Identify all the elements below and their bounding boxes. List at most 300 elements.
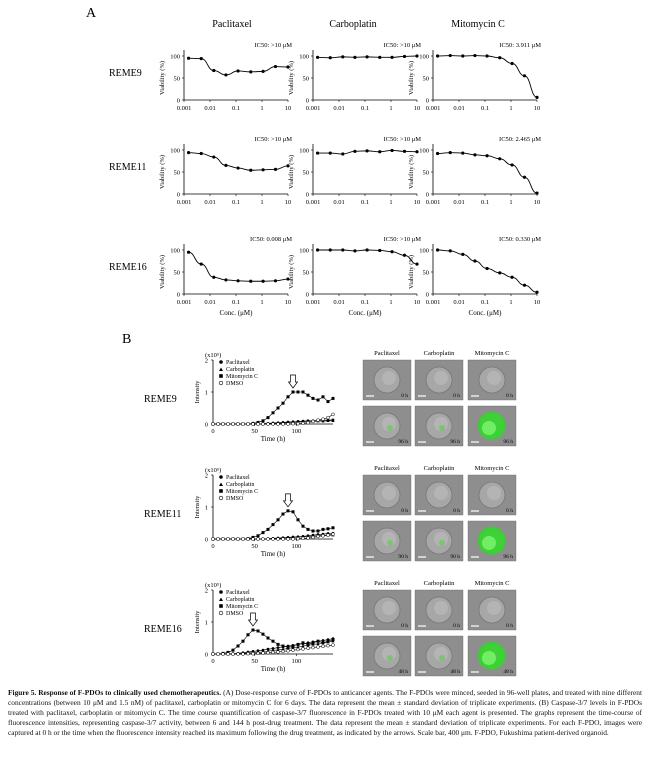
data-point bbox=[535, 291, 538, 294]
legend-label: Paclitaxel bbox=[226, 475, 250, 481]
data-point bbox=[390, 250, 393, 253]
point-mitomycin bbox=[327, 527, 330, 530]
point-dmso bbox=[287, 423, 290, 426]
x-tick-label: 0.1 bbox=[360, 199, 370, 206]
point-dmso bbox=[332, 644, 335, 647]
organoid-texture bbox=[382, 601, 396, 615]
caspase-fluorescence-core bbox=[482, 421, 496, 435]
point-dmso bbox=[312, 420, 315, 423]
data-point bbox=[365, 149, 368, 152]
y-tick-label: 1 bbox=[204, 504, 208, 512]
organoid-image-grid bbox=[363, 350, 516, 676]
x-tick-label: 10 bbox=[533, 105, 541, 112]
point-dmso bbox=[277, 538, 280, 541]
x-tick-label: 0.001 bbox=[176, 299, 192, 306]
point-mitomycin bbox=[327, 400, 330, 403]
intensity-scale-label: (x10⁵) bbox=[205, 582, 222, 589]
y-tick-label: 2 bbox=[204, 357, 208, 365]
point-dmso bbox=[292, 538, 295, 541]
point-dmso bbox=[322, 534, 325, 537]
organoid-texture bbox=[487, 371, 501, 385]
y-tick-label: 100 bbox=[170, 53, 180, 61]
point-mitomycin bbox=[262, 531, 265, 534]
fit-curve bbox=[438, 153, 537, 193]
x-tick-label: 0 bbox=[211, 428, 215, 435]
image-time-label: 96 h bbox=[450, 439, 460, 445]
y-tick-label: 0 bbox=[176, 191, 180, 199]
x-tick-label: 0.001 bbox=[305, 199, 321, 206]
dose-response-panel bbox=[109, 19, 541, 317]
data-point bbox=[187, 251, 190, 254]
data-point bbox=[187, 57, 190, 60]
point-mitomycin bbox=[277, 407, 280, 410]
point-dmso bbox=[267, 651, 270, 654]
x-tick-label: 0.001 bbox=[425, 199, 441, 206]
point-dmso bbox=[212, 653, 215, 656]
x-tick-label: 0.01 bbox=[333, 199, 345, 206]
caption-title: Figure 5. Response of F-PDOs to clinically used chemotherapeutics. bbox=[8, 688, 222, 697]
x-tick-label: 1 bbox=[509, 199, 513, 206]
point-mitomycin bbox=[267, 416, 270, 419]
x-tick-label: 0.1 bbox=[231, 299, 241, 306]
data-point bbox=[378, 150, 381, 153]
organoid-texture bbox=[434, 601, 448, 615]
point-dmso bbox=[302, 537, 305, 540]
x-tick-label: 0.1 bbox=[480, 105, 490, 112]
data-point bbox=[316, 151, 319, 154]
point-dmso bbox=[272, 423, 275, 426]
x-axis-label: Time (h) bbox=[260, 550, 286, 558]
point-mitomycin bbox=[262, 633, 265, 636]
point-dmso bbox=[307, 537, 310, 540]
point-mitomycin bbox=[317, 399, 320, 402]
sample-row-label: REME11 bbox=[109, 162, 147, 173]
ic50-label: IC50: >10 μM bbox=[383, 136, 421, 143]
data-point bbox=[485, 54, 488, 57]
point-dmso bbox=[322, 418, 325, 421]
data-point bbox=[249, 169, 252, 172]
ic50-label: IC50: >10 μM bbox=[383, 236, 421, 243]
point-dmso bbox=[247, 652, 250, 655]
point-mitomycin bbox=[312, 641, 315, 644]
data-point bbox=[200, 152, 203, 155]
caspase-fluorescence-core bbox=[482, 651, 496, 665]
point-mitomycin bbox=[302, 525, 305, 528]
legend-label: Paclitaxel bbox=[226, 590, 250, 596]
point-dmso bbox=[317, 535, 320, 538]
caspase-time-course-panel bbox=[144, 352, 335, 673]
point-dmso bbox=[222, 423, 225, 426]
caspase-fluorescence-spot bbox=[387, 540, 393, 546]
point-dmso bbox=[302, 422, 305, 425]
point-mitomycin bbox=[302, 391, 305, 394]
y-axis-label: Viability (%) bbox=[288, 60, 295, 96]
point-dmso bbox=[292, 422, 295, 425]
data-point bbox=[212, 276, 215, 279]
point-dmso bbox=[282, 538, 285, 541]
x-tick-label: 0.01 bbox=[333, 105, 345, 112]
legend-label: Carboplatin bbox=[226, 482, 255, 488]
point-mitomycin bbox=[247, 633, 250, 636]
x-axis-label: Conc. (μM) bbox=[468, 309, 502, 317]
x-tick-label: 10 bbox=[284, 105, 292, 112]
data-point bbox=[341, 55, 344, 58]
image-column-header: Mitomycin C bbox=[474, 465, 510, 472]
y-axis-label: Viability (%) bbox=[159, 154, 166, 190]
image-time-label: 0 h bbox=[506, 508, 513, 514]
image-time-label: 48 h bbox=[503, 669, 513, 675]
data-point bbox=[316, 56, 319, 59]
point-dmso bbox=[307, 421, 310, 424]
point-dmso bbox=[332, 533, 335, 536]
point-dmso bbox=[262, 538, 265, 541]
point-dmso bbox=[232, 538, 235, 541]
data-point bbox=[436, 152, 439, 155]
fit-curve bbox=[189, 252, 288, 281]
data-point bbox=[261, 280, 264, 283]
data-point bbox=[535, 96, 538, 99]
y-tick-label: 50 bbox=[173, 169, 180, 177]
point-mitomycin bbox=[287, 395, 290, 398]
y-tick-label: 50 bbox=[173, 269, 180, 277]
y-tick-label: 0 bbox=[305, 191, 309, 199]
point-mitomycin bbox=[272, 411, 275, 414]
y-tick-label: 0 bbox=[204, 536, 208, 544]
x-tick-label: 100 bbox=[291, 543, 302, 550]
point-mitomycin bbox=[292, 645, 295, 648]
legend-label: DMSO bbox=[226, 496, 244, 502]
data-point bbox=[461, 54, 464, 57]
organoid-texture bbox=[382, 371, 396, 385]
point-dmso bbox=[262, 423, 265, 426]
point-dmso bbox=[232, 653, 235, 656]
x-tick-label: 0.1 bbox=[360, 105, 370, 112]
data-point bbox=[274, 65, 277, 68]
data-point bbox=[329, 56, 332, 59]
point-dmso bbox=[327, 534, 330, 537]
x-axis-label: Conc. (μM) bbox=[348, 309, 382, 317]
data-point bbox=[510, 62, 513, 65]
caspase-fluorescence-spot bbox=[439, 540, 445, 546]
point-mitomycin bbox=[327, 640, 330, 643]
x-tick-label: 10 bbox=[284, 199, 292, 206]
data-point bbox=[390, 56, 393, 59]
caspase-fluorescence-spot bbox=[387, 425, 393, 431]
fit-curve bbox=[438, 250, 537, 292]
point-dmso bbox=[297, 537, 300, 540]
legend-marker-open-circle bbox=[219, 496, 223, 500]
data-point bbox=[236, 69, 239, 72]
point-dmso bbox=[332, 413, 335, 416]
data-point bbox=[200, 262, 203, 265]
x-tick-label: 0.01 bbox=[453, 299, 465, 306]
x-tick-label: 1 bbox=[389, 199, 393, 206]
y-tick-label: 0 bbox=[204, 421, 208, 429]
point-mitomycin bbox=[322, 395, 325, 398]
caspase-fluorescence-spot bbox=[439, 655, 445, 661]
x-tick-label: 0.01 bbox=[453, 105, 465, 112]
data-point bbox=[473, 259, 476, 262]
x-tick-label: 50 bbox=[251, 428, 258, 435]
point-mitomycin bbox=[317, 640, 320, 643]
data-point bbox=[510, 163, 513, 166]
caspase-fluorescence-spot bbox=[387, 655, 393, 661]
organoid-texture bbox=[487, 486, 501, 500]
x-tick-label: 0.1 bbox=[231, 105, 241, 112]
legend-marker-square bbox=[219, 604, 223, 608]
sample-row-label: REME9 bbox=[144, 394, 177, 405]
point-dmso bbox=[267, 423, 270, 426]
point-dmso bbox=[287, 649, 290, 652]
point-dmso bbox=[307, 647, 310, 650]
point-dmso bbox=[252, 423, 255, 426]
data-point bbox=[187, 151, 190, 154]
data-point bbox=[473, 153, 476, 156]
y-axis-label: Viability (%) bbox=[408, 60, 415, 96]
point-dmso bbox=[292, 649, 295, 652]
data-point bbox=[274, 168, 277, 171]
legend-marker-circle bbox=[219, 590, 223, 594]
y-tick-label: 100 bbox=[299, 147, 309, 155]
x-tick-label: 0.1 bbox=[360, 299, 370, 306]
legend-marker-circle bbox=[219, 475, 223, 479]
sample-row-label: REME16 bbox=[109, 262, 147, 273]
y-tick-label: 100 bbox=[170, 147, 180, 155]
image-time-label: 0 h bbox=[401, 393, 408, 399]
x-axis-label: Time (h) bbox=[260, 435, 286, 443]
data-point bbox=[461, 253, 464, 256]
panel-b-label: B bbox=[122, 332, 132, 347]
data-point bbox=[436, 248, 439, 251]
point-dmso bbox=[287, 538, 290, 541]
legend-label: Mitomycin C bbox=[226, 604, 259, 610]
point-mitomycin bbox=[322, 641, 325, 644]
data-point bbox=[224, 278, 227, 281]
data-point bbox=[523, 284, 526, 287]
image-column-header: Paclitaxel bbox=[374, 465, 400, 472]
y-tick-label: 0 bbox=[425, 291, 429, 299]
ic50-label: IC50: >10 μM bbox=[383, 42, 421, 49]
x-tick-label: 100 bbox=[291, 658, 302, 665]
legend-label: Mitomycin C bbox=[226, 489, 259, 495]
data-point bbox=[485, 154, 488, 157]
data-point bbox=[329, 151, 332, 154]
y-tick-label: 0 bbox=[176, 97, 180, 105]
point-mitomycin bbox=[297, 391, 300, 394]
x-tick-label: 1 bbox=[260, 105, 264, 112]
y-tick-label: 100 bbox=[299, 247, 309, 255]
x-tick-label: 50 bbox=[251, 543, 258, 550]
organoid-texture bbox=[434, 371, 448, 385]
point-dmso bbox=[227, 423, 230, 426]
data-point bbox=[535, 192, 538, 195]
data-point bbox=[415, 150, 418, 153]
x-tick-label: 0.001 bbox=[176, 199, 192, 206]
data-point bbox=[449, 151, 452, 154]
point-dmso bbox=[242, 653, 245, 656]
point-dmso bbox=[257, 423, 260, 426]
data-point bbox=[236, 166, 239, 169]
legend-label: DMSO bbox=[226, 381, 244, 387]
point-mitomycin bbox=[267, 528, 270, 531]
point-mitomycin bbox=[302, 641, 305, 644]
sample-row-label: REME16 bbox=[144, 624, 182, 635]
point-mitomycin bbox=[292, 510, 295, 513]
data-point bbox=[510, 276, 513, 279]
point-dmso bbox=[267, 538, 270, 541]
point-dmso bbox=[237, 423, 240, 426]
ic50-label: IC50: 2.465 μM bbox=[499, 136, 541, 143]
y-axis-label: Intensity bbox=[194, 380, 201, 404]
y-axis-label: Viability (%) bbox=[288, 154, 295, 190]
image-time-label: 48 h bbox=[398, 669, 408, 675]
intensity-scale-label: (x10⁵) bbox=[205, 467, 222, 474]
data-point bbox=[461, 151, 464, 154]
data-point bbox=[498, 157, 501, 160]
x-tick-label: 100 bbox=[291, 428, 302, 435]
point-mitomycin bbox=[332, 526, 335, 529]
x-tick-label: 10 bbox=[413, 105, 421, 112]
image-time-label: 96 h bbox=[503, 439, 513, 445]
x-tick-label: 1 bbox=[389, 105, 393, 112]
y-tick-label: 100 bbox=[170, 247, 180, 255]
y-tick-label: 2 bbox=[204, 472, 208, 480]
x-tick-label: 0.01 bbox=[453, 199, 465, 206]
point-mitomycin bbox=[252, 629, 255, 632]
legend-label: Carboplatin bbox=[226, 597, 255, 603]
data-point bbox=[403, 55, 406, 58]
series-line bbox=[213, 392, 333, 424]
image-column-header: Mitomycin C bbox=[474, 580, 510, 587]
point-mitomycin bbox=[317, 530, 320, 533]
y-tick-label: 50 bbox=[302, 269, 309, 277]
data-point bbox=[212, 155, 215, 158]
x-tick-label: 1 bbox=[509, 105, 513, 112]
data-point bbox=[485, 267, 488, 270]
organoid-texture bbox=[434, 486, 448, 500]
data-point bbox=[341, 152, 344, 155]
point-dmso bbox=[247, 538, 250, 541]
point-mitomycin bbox=[237, 645, 240, 648]
image-column-header: Carboplatin bbox=[423, 350, 455, 357]
point-dmso bbox=[312, 646, 315, 649]
image-time-label: 96 h bbox=[503, 554, 513, 560]
legend-label: Mitomycin C bbox=[226, 374, 259, 380]
y-tick-label: 1 bbox=[204, 389, 208, 397]
data-point bbox=[329, 248, 332, 251]
y-tick-label: 50 bbox=[422, 75, 429, 83]
image-time-label: 96 h bbox=[398, 439, 408, 445]
x-tick-label: 0.1 bbox=[480, 299, 490, 306]
data-point bbox=[212, 69, 215, 72]
point-dmso bbox=[217, 653, 220, 656]
data-point bbox=[449, 249, 452, 252]
image-time-label: 0 h bbox=[506, 393, 513, 399]
y-tick-label: 0 bbox=[305, 97, 309, 105]
data-point bbox=[353, 249, 356, 252]
y-tick-label: 0 bbox=[204, 651, 208, 659]
data-point bbox=[378, 249, 381, 252]
panel-a-label: A bbox=[86, 6, 97, 21]
fit-curve bbox=[318, 250, 417, 264]
image-column-header: Carboplatin bbox=[423, 580, 455, 587]
point-dmso bbox=[322, 645, 325, 648]
x-tick-label: 0.001 bbox=[425, 105, 441, 112]
data-point bbox=[341, 248, 344, 251]
data-point bbox=[249, 280, 252, 283]
legend-marker-circle bbox=[219, 360, 223, 364]
x-tick-label: 0.01 bbox=[204, 105, 216, 112]
legend-label: DMSO bbox=[226, 611, 244, 617]
point-dmso bbox=[252, 652, 255, 655]
y-tick-label: 50 bbox=[173, 75, 180, 83]
data-point bbox=[403, 254, 406, 257]
data-point bbox=[261, 70, 264, 73]
point-dmso bbox=[227, 538, 230, 541]
point-mitomycin bbox=[332, 638, 335, 641]
point-mitomycin bbox=[307, 643, 310, 646]
data-point bbox=[415, 262, 418, 265]
point-mitomycin bbox=[312, 530, 315, 533]
y-tick-label: 50 bbox=[302, 75, 309, 83]
point-dmso bbox=[272, 538, 275, 541]
x-tick-label: 0.1 bbox=[480, 199, 490, 206]
legend-label: Carboplatin bbox=[226, 367, 255, 373]
y-axis-label: Intensity bbox=[194, 610, 201, 634]
point-mitomycin bbox=[262, 419, 265, 422]
data-point bbox=[261, 168, 264, 171]
caspase-fluorescence-core bbox=[482, 536, 496, 550]
point-mitomycin bbox=[232, 649, 235, 652]
point-dmso bbox=[212, 538, 215, 541]
y-tick-label: 2 bbox=[204, 587, 208, 595]
point-dmso bbox=[212, 423, 215, 426]
image-time-label: 0 h bbox=[453, 623, 460, 629]
x-tick-label: 1 bbox=[509, 299, 513, 306]
y-tick-label: 50 bbox=[302, 169, 309, 177]
legend-marker-triangle bbox=[219, 483, 223, 487]
point-dmso bbox=[282, 650, 285, 653]
image-column-header: Paclitaxel bbox=[374, 350, 400, 357]
point-mitomycin bbox=[297, 643, 300, 646]
image-time-label: 0 h bbox=[506, 623, 513, 629]
image-time-label: 90 h bbox=[450, 554, 460, 560]
image-time-label: 0 h bbox=[453, 508, 460, 514]
point-mitomycin bbox=[307, 394, 310, 397]
point-mitomycin bbox=[307, 528, 310, 531]
point-dmso bbox=[297, 648, 300, 651]
data-point bbox=[523, 176, 526, 179]
data-point bbox=[224, 73, 227, 76]
ic50-label: IC50: 0.330 μM bbox=[499, 236, 541, 243]
point-mitomycin bbox=[267, 637, 270, 640]
caption-body: (A) Dose-response curve of F-PDOs to anticancer agents. The F-PDOs were minced, seeded in 96-well plates, and treated with nine different concentrations (between 10 μM and 1.5 nM) of paclitaxel, carboplatin or mitomycin C for 6 days. The data represent the mean ± standard deviation of triplicate experiments. (B) Caspase-3/7 levels in F-PDOs treated with paclitaxel, carboplatin or mitomycin C. The time course quantification of caspase-3/7 fluorescence in F-PDOs treated with 10 μM each agent is presented. The graphs represent the time-course of fluorescence intensities, representing caspase-3/7 activity, between 6 and 144 h post-drug treatment. The data represent the mean ± standard deviation of triplicate experiments. For each F-PDO, images were captured at 0 h or the time when the fluorescence intensity reached its maximum following the drug treatment, as indicated by the arrows. Scale bar, 400 μm. F-PDO, Fukushima patient-derived organoid. bbox=[8, 688, 642, 737]
point-mitomycin bbox=[312, 397, 315, 400]
y-axis-label: Intensity bbox=[194, 495, 201, 519]
y-axis-label: Viability (%) bbox=[408, 154, 415, 190]
x-tick-label: 50 bbox=[251, 658, 258, 665]
point-dmso bbox=[312, 536, 315, 539]
point-dmso bbox=[217, 423, 220, 426]
y-axis-label: Viability (%) bbox=[408, 254, 415, 290]
x-axis-label: Time (h) bbox=[260, 665, 286, 673]
y-axis-label: Viability (%) bbox=[288, 254, 295, 290]
point-mitomycin bbox=[287, 645, 290, 648]
point-dmso bbox=[247, 423, 250, 426]
x-tick-label: 0.01 bbox=[204, 199, 216, 206]
intensity-scale-label: (x10⁵) bbox=[205, 352, 222, 359]
ic50-label: IC50: 0.008 μM bbox=[250, 236, 292, 243]
